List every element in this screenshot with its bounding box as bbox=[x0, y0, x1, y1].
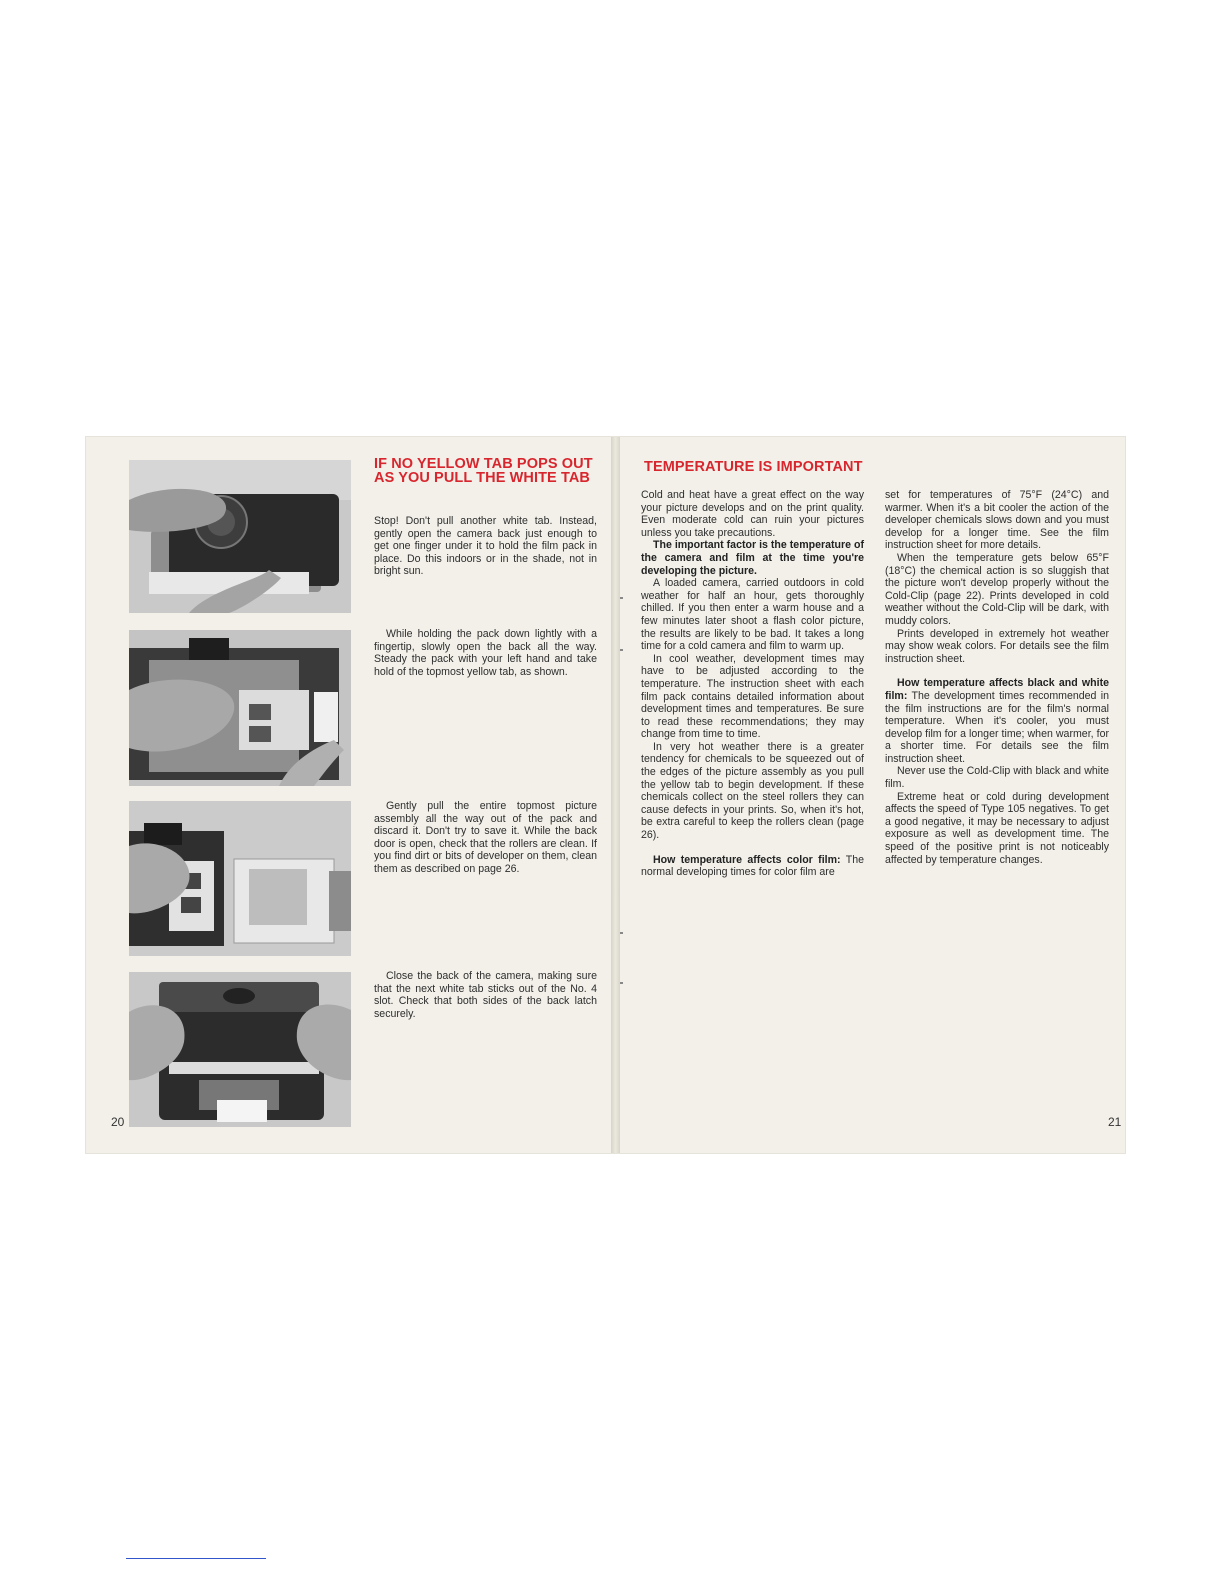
col1-paragraph-4: In cool weather, development times may have to be adjusted according to the temperature. The instruction sheet with each film pack contains detailed information about development times and temperatures. Be sure to read these recommendations; they may change from time to time. bbox=[641, 652, 864, 741]
left-page bbox=[86, 437, 611, 1153]
left-page-number: 20 bbox=[111, 1115, 125, 1129]
left-heading bbox=[374, 458, 599, 485]
step-2-paragraph: While holding the pack down lightly with a fingertip, slowly open the back all the way. Steady the pack with your left hand and take hold of the topmost yellow tab, as shown. bbox=[374, 628, 597, 678]
step-1-text bbox=[374, 515, 597, 578]
opening-back-fingertip-photo bbox=[129, 630, 351, 786]
step-2-text bbox=[374, 628, 597, 678]
col2-paragraph-1: set for temperatures of 75°F (24°C) and warmer. When it's a bit cooler the action of the developer chemicals slows down and you must develop for a longer time. See the film instruction sheet for more details. bbox=[885, 489, 1109, 552]
col1-bold-statement: The important factor is the temperature of the camera and film at the time you're developing the picture. bbox=[641, 539, 864, 577]
margin-mark bbox=[620, 649, 623, 651]
paragraph-gap bbox=[641, 842, 864, 854]
margin-mark bbox=[620, 932, 623, 934]
closing-camera-back-photo bbox=[129, 972, 351, 1127]
step-4-paragraph: Close the back of the camera, making sure that the next white tab sticks out of the No. 4 slot. Check that both sides of the back latch securely. bbox=[374, 970, 597, 1020]
col2-paragraph-5: Never use the Cold-Clip with black and white film. bbox=[885, 765, 1109, 791]
right-page-number: 21 bbox=[1108, 1115, 1122, 1129]
step-4-text bbox=[374, 970, 597, 1020]
col1-paragraph-3: A loaded camera, carried outdoors in cold weather for half an hour, gets thoroughly chilled. If you then enter a warm house and a few minutes later shoot a flash color picture, the results are likely to be bad. It takes a long time for a cold camera and film to warm up. bbox=[641, 577, 864, 653]
left-heading-line-1: IF NO YELLOW TAB POPS OUT bbox=[374, 456, 593, 472]
col1-paragraph-1: Cold and heat have a great effect on the way your picture develops and on the print quality. Even moderate cold can ruin your pictures unless you take precautions. bbox=[641, 489, 864, 539]
col1-paragraph-2 bbox=[641, 539, 864, 577]
bw-film-text: The development times recommended in the film instructions are for the film's normal temperature. When it's cooler, you must develop film for a longer time; when warmer, for a shorter time. For details see the film instruction sheet. bbox=[885, 689, 1109, 765]
color-film-text: The normal developing times for color film are bbox=[641, 853, 864, 879]
col1-paragraph-5: In very hot weather there is a greater tendency for chemicals to be squeezed out of the edges of the picture assembly as you pull the yellow tab to begin development. If these chemicals collect on the steel rollers they can cause defects in your prints. So, when it's hot, be extra careful to keep the rollers clean (page 26). bbox=[641, 740, 864, 842]
manual-spread bbox=[86, 437, 1125, 1153]
book-gutter bbox=[611, 437, 620, 1153]
margin-mark bbox=[620, 597, 623, 599]
right-heading: TEMPERATURE IS IMPORTANT bbox=[644, 459, 863, 475]
left-heading-line-2: AS YOU PULL THE WHITE TAB bbox=[374, 469, 590, 486]
hands-holding-camera-back-photo bbox=[129, 460, 351, 613]
bw-film-subhead: How temperature affects black and white film: bbox=[885, 677, 1109, 702]
col2-paragraph-3: Prints developed in extremely hot weather may show weak colors. For details see the film instruction sheet. bbox=[885, 627, 1109, 665]
col2-paragraph-2: When the temperature gets below 65°F (18°C) the chemical action is so sluggish that the picture won't develop properly without the Cold-Clip (page 22). Prints developed in cold weather without the Cold-Clip will be dark, with muddy colors. bbox=[885, 551, 1109, 627]
step-1-paragraph: Stop! Don't pull another white tab. Instead, gently open the camera back just enough to get one finger under it to hold the film pack in place. Do this indoors or in the shade, not in bright sun. bbox=[374, 515, 597, 578]
paragraph-gap bbox=[885, 665, 1109, 677]
col1-paragraph-6 bbox=[641, 854, 864, 879]
right-column-1 bbox=[641, 489, 864, 879]
footnote-rule bbox=[126, 1558, 266, 1559]
margin-mark bbox=[620, 982, 623, 984]
right-column-2 bbox=[885, 489, 1109, 866]
step-3-paragraph: Gently pull the entire topmost picture assembly all the way out of the pack and discard it. Don't try to save it. While the back door is open, check that the rollers are clean. If you find dirt or bits of developer on them, clean them as described on page 26. bbox=[374, 800, 597, 875]
col2-paragraph-4 bbox=[885, 677, 1109, 765]
col2-paragraph-6: Extreme heat or cold during development affects the speed of Type 105 negatives. To get a good negative, it may be necessary to adjust exposure as well as development time. The speed of the positive print is not noticeably affected by temperature changes. bbox=[885, 790, 1109, 866]
step-3-text bbox=[374, 800, 597, 876]
pulling-picture-assembly-photo bbox=[129, 801, 351, 956]
color-film-subhead: How temperature affects color film: bbox=[653, 853, 841, 866]
